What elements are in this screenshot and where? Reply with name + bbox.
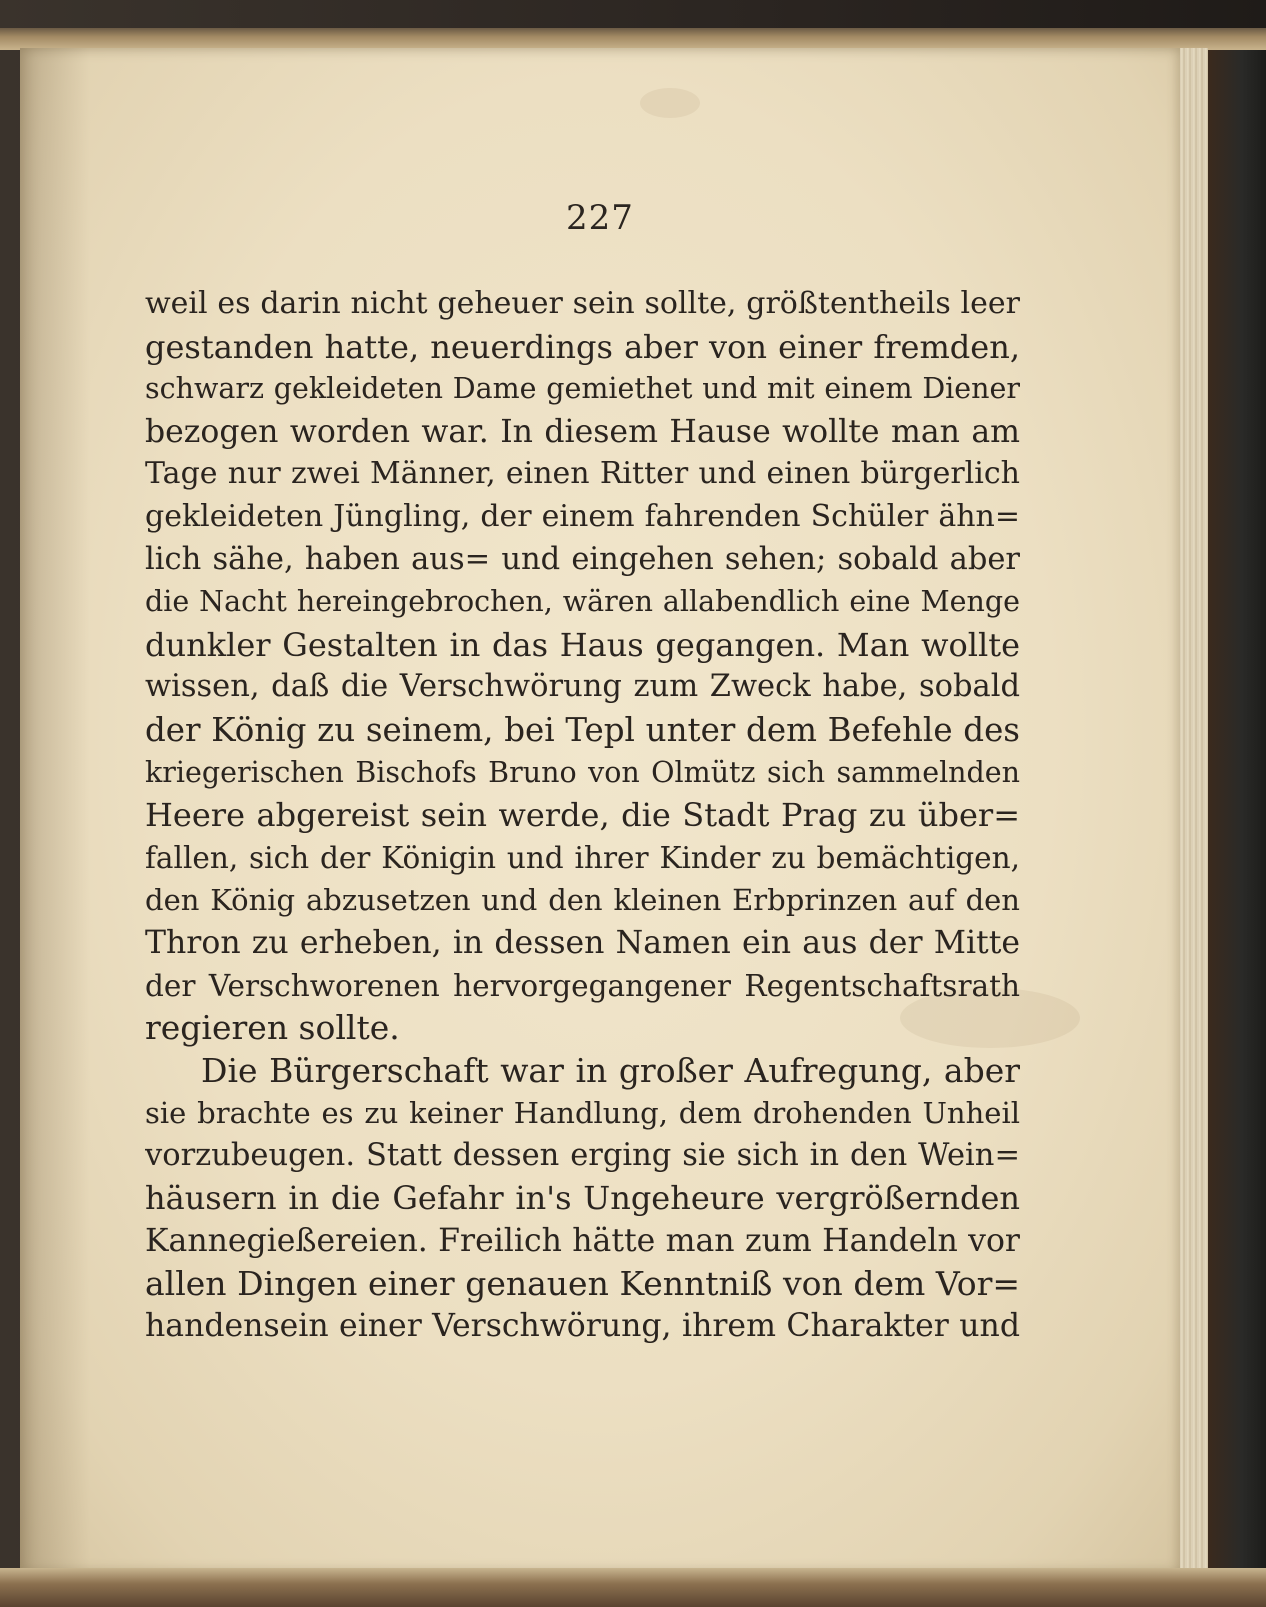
text-line: dunkler Gestalten in das Haus gegangen. Man wollte	[145, 625, 1020, 664]
text-line: Tage nur zwei Männer, einen Ritter und einen bürgerlich	[145, 456, 1020, 492]
body-text	[145, 283, 1020, 1348]
text-line: regieren sollte.	[145, 1008, 400, 1048]
text-line: gekleideten Jüngling, der einem fahrenden Schüler ähn=	[145, 498, 1020, 534]
text-line: schwarz gekleideten Dame gemiethet und mit einem Diener	[145, 372, 1020, 406]
spine-shadow	[20, 48, 90, 1573]
page-bottom-edge	[0, 1568, 1266, 1607]
text-line: kriegerischen Bischofs Bruno von Olmütz sich sammelnden	[145, 755, 1020, 789]
text-line: vorzubeugen. Statt dessen erging sie sich in den Wein=	[145, 1137, 1020, 1173]
text-line: Thron zu erheben, in dessen Namen ein aus der Mitte	[145, 924, 1020, 961]
text-line: der Verschworenen hervorgegangener Regentschaftsrath	[145, 968, 1020, 1003]
page-top-edge	[0, 28, 1266, 50]
text-line: den König abzusetzen und den kleinen Erbprinzen auf den	[145, 883, 1020, 918]
book-page	[20, 48, 1180, 1573]
text-line: Kannegießereien. Freilich hätte man zum Handeln vor	[145, 1223, 1020, 1260]
text-line: allen Dingen einer genauen Kenntniß von dem Vor=	[145, 1263, 1020, 1303]
paper-stain	[640, 88, 700, 118]
text-line: weil es darin nicht geheuer sein sollte, größtentheils leer	[145, 286, 1020, 321]
text-line: handensein einer Verschwörung, ihrem Charakter und	[145, 1308, 1020, 1345]
text-line: Die Bürgerschaft war in großer Aufregung, aber	[201, 1050, 1020, 1090]
text-line: lich sähe, haben aus= und eingehen sehen; sobald aber	[145, 541, 1020, 577]
page-number: 227	[566, 198, 634, 238]
text-line: sie brachte es zu keiner Handlung, dem drohenden Unheil	[145, 1096, 1020, 1131]
text-line: bezogen worden war. In diesem Hause wollte man am	[145, 413, 1020, 450]
text-line: häusern in die Gefahr in's Ungeheure vergrößernden	[145, 1179, 1020, 1218]
text-line: der König zu seinem, bei Tepl unter dem Befehle des	[145, 710, 1020, 749]
text-line: die Nacht hereingebrochen, wären allabendlich eine Menge	[145, 585, 1020, 619]
text-line: Heere abgereist sein werde, die Stadt Prag zu über=	[145, 796, 1020, 835]
text-line: wissen, daß die Verschwörung zum Zweck habe, sobald	[145, 669, 1020, 705]
text-line: fallen, sich der Königin und ihrer Kinder zu bemächtigen,	[145, 840, 1020, 875]
text-line: gestanden hatte, neuerdings aber von einer fremden,	[145, 327, 1020, 366]
